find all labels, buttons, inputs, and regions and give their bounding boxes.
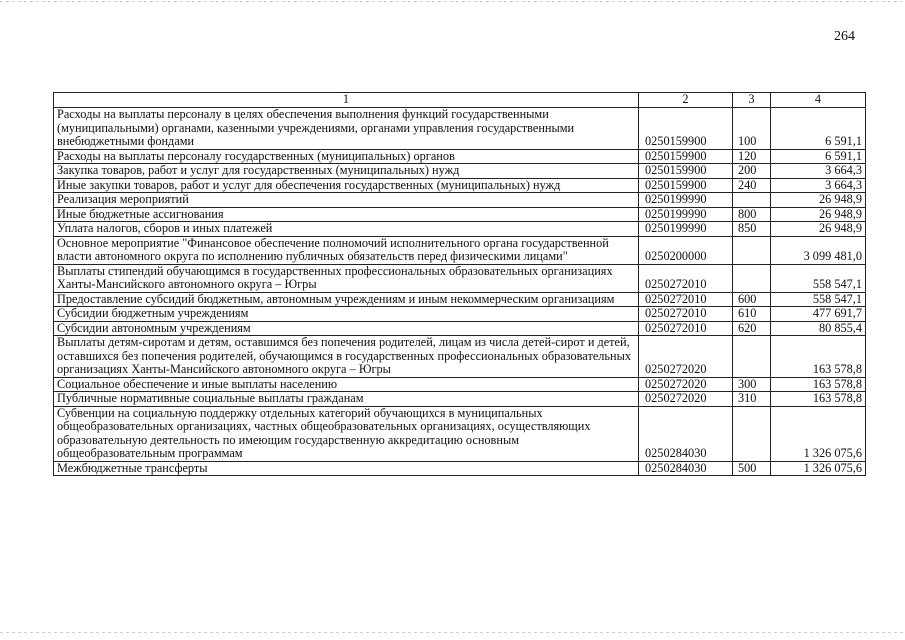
row-amount-cell: 3 099 481,0 <box>771 236 866 264</box>
row-type-cell <box>733 236 771 264</box>
row-amount-cell: 1 326 075,6 <box>771 406 866 461</box>
row-code-cell: 0250199990 <box>639 193 733 208</box>
row-name-cell: Субвенции на социальную поддержку отдельных категорий обучающихся в муниципальных общеобразовательных организациях, частных общеобразовательных организациях, осуществляющих образовательную деятельность по имеющим государственную аккредитацию основным общеобразовательным программам <box>54 406 639 461</box>
table-header-row <box>54 93 866 108</box>
row-name-cell: Межбюджетные трансферты <box>54 461 639 476</box>
table-row <box>54 164 866 179</box>
row-code-cell: 0250272010 <box>639 307 733 322</box>
row-code-cell: 0250159900 <box>639 164 733 179</box>
table-row <box>54 207 866 222</box>
row-code-cell: 0250272020 <box>639 392 733 407</box>
table-row <box>54 236 866 264</box>
page-number: 264 <box>834 29 855 44</box>
column-header-3: 3 <box>733 93 771 108</box>
table-row <box>54 307 866 322</box>
row-code-cell: 0250272010 <box>639 264 733 292</box>
row-amount-cell: 558 547,1 <box>771 264 866 292</box>
row-amount-cell: 3 664,3 <box>771 164 866 179</box>
row-name-cell: Выплаты детям-сиротам и детям, оставшимся без попечения родителей, лицам из числа детей-сирот и детей, оставшихся без попечения родителей, обучающимся в государственных профессиональных образовательных организациях Ханты-Мансийского автономного округа – Югры <box>54 336 639 378</box>
table-row <box>54 406 866 461</box>
table-row <box>54 292 866 307</box>
row-type-cell: 300 <box>733 377 771 392</box>
row-name-cell: Уплата налогов, сборов и иных платежей <box>54 222 639 237</box>
row-type-cell: 100 <box>733 108 771 150</box>
table-row <box>54 392 866 407</box>
table-row <box>54 321 866 336</box>
table-row <box>54 193 866 208</box>
row-code-cell: 0250159900 <box>639 108 733 150</box>
row-name-cell: Предоставление субсидий бюджетным, автономным учреждениям и иным некоммерческим организациям <box>54 292 639 307</box>
row-amount-cell: 163 578,8 <box>771 336 866 378</box>
table-row <box>54 377 866 392</box>
row-name-cell: Иные бюджетные ассигнования <box>54 207 639 222</box>
row-amount-cell: 558 547,1 <box>771 292 866 307</box>
row-code-cell: 0250199990 <box>639 207 733 222</box>
row-code-cell: 0250272020 <box>639 336 733 378</box>
scan-edge-top <box>0 1 905 2</box>
table-row <box>54 336 866 378</box>
row-name-cell: Субсидии бюджетным учреждениям <box>54 307 639 322</box>
row-code-cell: 0250284030 <box>639 461 733 476</box>
row-name-cell: Иные закупки товаров, работ и услуг для обеспечения государственных (муниципальных) нужд <box>54 178 639 193</box>
table-row <box>54 108 866 150</box>
budget-table <box>53 92 866 476</box>
row-type-cell: 850 <box>733 222 771 237</box>
row-name-cell: Основное мероприятие "Финансовое обеспечение полномочий исполнительного органа государственной власти автономного округа по исполнению публичных обязательств перед физическими лицами" <box>54 236 639 264</box>
row-type-cell: 600 <box>733 292 771 307</box>
row-name-cell: Закупка товаров, работ и услуг для государственных (муниципальных) нужд <box>54 164 639 179</box>
row-code-cell: 0250199990 <box>639 222 733 237</box>
table-row <box>54 178 866 193</box>
row-type-cell: 500 <box>733 461 771 476</box>
row-code-cell: 0250272010 <box>639 292 733 307</box>
column-header-4: 4 <box>771 93 866 108</box>
row-name-cell: Социальное обеспечение и иные выплаты населению <box>54 377 639 392</box>
table-row <box>54 222 866 237</box>
row-amount-cell: 477 691,7 <box>771 307 866 322</box>
row-code-cell: 0250272010 <box>639 321 733 336</box>
row-amount-cell: 26 948,9 <box>771 222 866 237</box>
table-row <box>54 149 866 164</box>
row-code-cell: 0250159900 <box>639 178 733 193</box>
row-type-cell: 310 <box>733 392 771 407</box>
row-amount-cell: 6 591,1 <box>771 149 866 164</box>
row-name-cell: Субсидии автономным учреждениям <box>54 321 639 336</box>
row-amount-cell: 26 948,9 <box>771 193 866 208</box>
row-type-cell: 620 <box>733 321 771 336</box>
row-type-cell <box>733 264 771 292</box>
row-amount-cell: 163 578,8 <box>771 392 866 407</box>
row-amount-cell: 3 664,3 <box>771 178 866 193</box>
row-code-cell: 0250200000 <box>639 236 733 264</box>
column-header-2: 2 <box>639 93 733 108</box>
row-amount-cell: 1 326 075,6 <box>771 461 866 476</box>
row-type-cell <box>733 406 771 461</box>
row-type-cell: 240 <box>733 178 771 193</box>
row-amount-cell: 6 591,1 <box>771 108 866 150</box>
row-name-cell: Расходы на выплаты персоналу в целях обеспечения выполнения функций государственными (муниципальными) органами, казенными учреждениями, органами управления государственными внебюджетными фондами <box>54 108 639 150</box>
row-code-cell: 0250284030 <box>639 406 733 461</box>
row-name-cell: Расходы на выплаты персоналу государственных (муниципальных) органов <box>54 149 639 164</box>
table-row <box>54 264 866 292</box>
row-amount-cell: 80 855,4 <box>771 321 866 336</box>
row-type-cell <box>733 336 771 378</box>
row-amount-cell: 26 948,9 <box>771 207 866 222</box>
row-type-cell: 120 <box>733 149 771 164</box>
row-code-cell: 0250272020 <box>639 377 733 392</box>
row-name-cell: Реализация мероприятий <box>54 193 639 208</box>
row-type-cell: 200 <box>733 164 771 179</box>
row-amount-cell: 163 578,8 <box>771 377 866 392</box>
table-row <box>54 461 866 476</box>
row-type-cell <box>733 193 771 208</box>
row-type-cell: 610 <box>733 307 771 322</box>
row-code-cell: 0250159900 <box>639 149 733 164</box>
scan-edge-bottom <box>0 632 905 633</box>
table-body <box>54 108 866 476</box>
row-name-cell: Выплаты стипендий обучающимся в государственных профессиональных образовательных организациях Ханты-Мансийского автономного округа – Югры <box>54 264 639 292</box>
row-name-cell: Публичные нормативные социальные выплаты гражданам <box>54 392 639 407</box>
column-header-1: 1 <box>54 93 639 108</box>
row-type-cell: 800 <box>733 207 771 222</box>
